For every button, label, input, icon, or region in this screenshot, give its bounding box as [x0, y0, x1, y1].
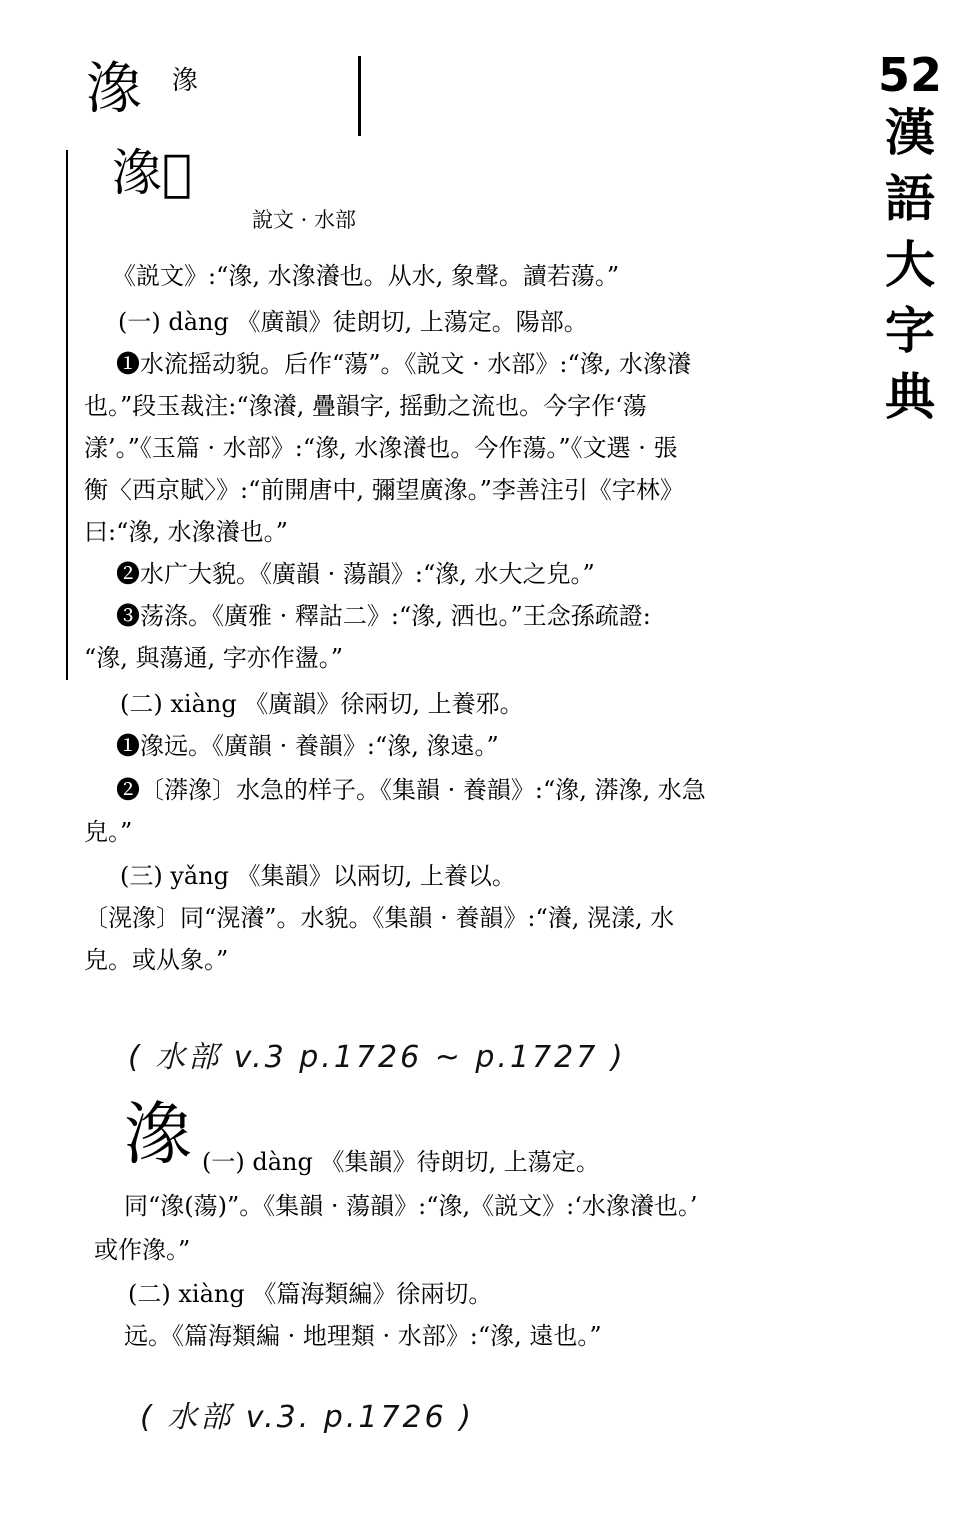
page-number: 52: [877, 48, 942, 102]
handwritten-note: ( 水部 v.3. p.1726 ): [140, 1400, 474, 1435]
entry-line: 漾’。”《玉篇 · 水部》:“潒, 水潒瀁也。今作蕩。”《文選 · 張: [84, 434, 678, 462]
entry-line: 远。《篇海類編 · 地理類 · 水部》:“潒, 遠也。”: [124, 1322, 602, 1350]
entry-line: 同“潒(蕩)”。《集韻 · 蕩韻》:“潒,《説文》:‘水潒瀁也。’: [124, 1192, 698, 1220]
headword-variant: 潒: [172, 66, 199, 96]
entry-line: 或作潒。”: [94, 1236, 191, 1264]
title-char: 大: [885, 236, 935, 294]
entry-line: (二) xiàng 《篇海類編》徐兩切。: [128, 1280, 493, 1308]
headword: 潒: [124, 1096, 193, 1175]
entry-line: 也。”段玉裁注:“潒瀁, 疊韻字, 摇動之流也。今字作‘蕩: [84, 392, 647, 420]
seal-script-chars: 潒𣴑: [112, 144, 193, 202]
entry-line: 衡〈西京賦〉》:“前開唐中, 彌望廣潒。”李善注引《字林》: [84, 476, 684, 504]
entry-line: (三) yǎng 《集韻》以兩切, 上養以。: [120, 862, 516, 890]
title-char: 語: [885, 170, 935, 228]
entry-line: (一) dàng 《廣韻》徒朗切, 上蕩定。陽部。: [118, 308, 588, 336]
title-char: 漢: [885, 104, 935, 162]
entry-line: ❶水流摇动貌。后作“蕩”。《説文 · 水部》:“潒, 水潒瀁: [116, 350, 692, 378]
entry-line: “潒, 與蕩通, 字亦作盪。”: [84, 644, 344, 672]
title-char: 字: [885, 302, 935, 360]
entry-line: (一) dàng 《集韻》待朗切, 上蕩定。: [202, 1148, 600, 1176]
entry-line: 〔滉潒〕同“滉瀁”。水貌。《集韻 · 養韻》:“瀁, 滉漾, 水: [84, 904, 675, 932]
entry-line: ❷〔漭潒〕水急的样子。《集韻 · 養韻》:“潒, 漭潒, 水急: [116, 776, 706, 804]
entry-line: (二) xiàng 《廣韻》徐兩切, 上養邪。: [120, 690, 524, 718]
column-divider: [358, 56, 361, 136]
title-char: 典: [885, 368, 935, 426]
headword: 潒: [86, 57, 142, 122]
entry-line: 《説文》:“潒, 水潒瀁也。从水, 象聲。讀若蕩。”: [112, 262, 620, 290]
entry-line: ❶潒远。《廣韻 · 養韻》:“潒, 潒遠。”: [116, 732, 499, 760]
entry-line: 曰:“潒, 水潒瀁也。”: [84, 518, 288, 546]
entry-line: 皃。或从象。”: [84, 946, 229, 974]
entry-line: 皃。”: [84, 818, 133, 846]
dictionary-side-label: [874, 50, 946, 430]
entry-line: ❸荡涤。《廣雅 · 釋詁二》:“潒, 洒也。”王念孫疏證:: [116, 602, 651, 630]
margin-rule: [66, 150, 68, 680]
entry-line: ❷水广大貌。《廣韻 · 蕩韻》:“潒, 水大之皃。”: [116, 560, 595, 588]
handwritten-note: ( 水部 v.3 p.1726 ~ p.1727 ): [128, 1040, 626, 1075]
seal-source: 說文 · 水部: [252, 208, 357, 232]
